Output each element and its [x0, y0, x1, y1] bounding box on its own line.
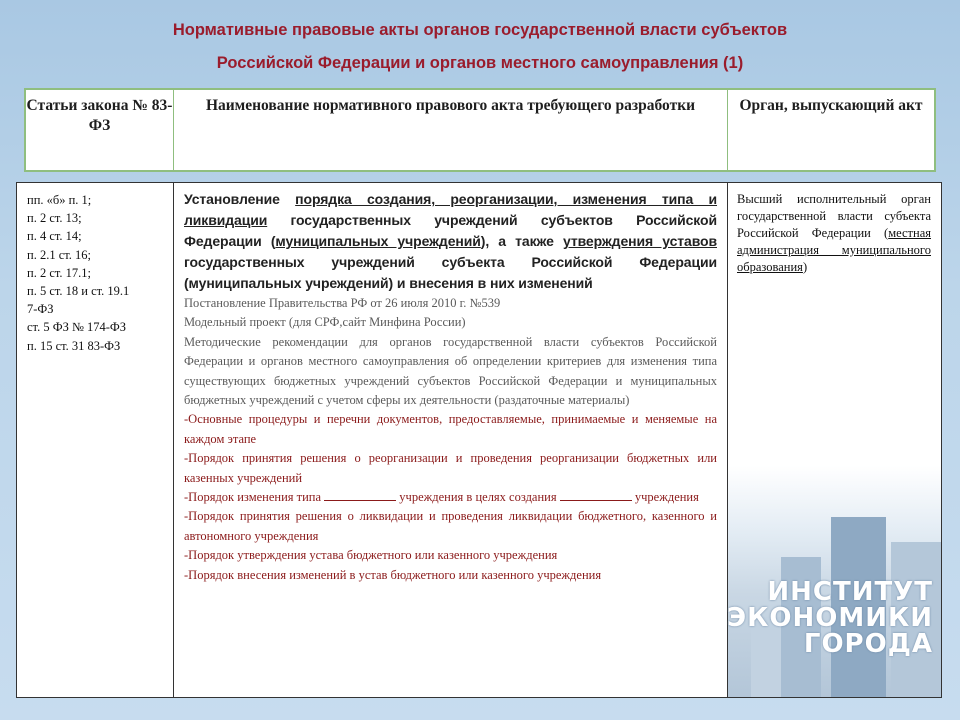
main-text-part: ), а также — [480, 233, 563, 249]
slide-title-line-1: Нормативные правовые акты органов государственной власти субъектов — [172, 21, 788, 39]
organ-text-underlined: местная администрация муниципального образования — [737, 226, 931, 274]
article-item: п. 2 ст. 17.1; — [27, 265, 91, 280]
main-text-underlined: утверждения уставов — [562, 233, 717, 249]
procedure-text-part: учреждения — [631, 490, 699, 505]
article-item: ст. 5 ФЗ № 174-ФЗ — [27, 320, 127, 335]
article-item: пп. «б» п. 1; — [27, 193, 92, 207]
articles-cell — [17, 183, 174, 697]
act-main-description — [184, 189, 717, 294]
act-name-cell — [174, 183, 728, 697]
main-text-underlined: порядка создания, реорганизации, изменения типа и ликвидации — [184, 191, 718, 228]
main-text-part: государственных учреждений субъекта Российской Федерации (муниципальных учреждений) и внесения в них изменений — [184, 254, 717, 291]
header-act-name: Наименование нормативного правового акта требующего разработки — [174, 90, 728, 170]
procedure-item-change-type — [184, 488, 717, 507]
issuing-organ-cell — [728, 183, 941, 697]
reference-methodical: Методические рекомендации для органов государственной власти субъектов Российской Федерации и органов местного самоуправления об определении критериев для изменения типа существующих бюджетных учреждений субъектов Российской Федерации и муниципальных бюджетных учреждений с учетом сферы их деятельности (раздаточные материалы) — [184, 334, 717, 408]
logo-line: ИНСТИТУТ — [767, 577, 933, 607]
table-body-row — [16, 182, 942, 698]
procedure-item: -Порядок утверждения устава бюджетного или казенного учреждения — [184, 548, 558, 563]
main-text-underlined: муниципальных учреждений — [275, 233, 481, 249]
slide-title — [0, 14, 960, 80]
blank-line — [324, 488, 396, 501]
article-item: п. 15 ст. 31 83-ФЗ — [27, 338, 121, 353]
reference-resolution: Постановление Правительства РФ от 26 июля 2010 г. №539 — [184, 296, 501, 310]
procedure-item: -Порядок внесения изменений в устав бюджетного или казенного учреждения — [184, 567, 602, 582]
article-item: п. 4 ст. 14; — [27, 229, 82, 244]
header-articles: Статьи закона № 83-ФЗ — [26, 90, 174, 170]
reference-model-project: Модельный проект (для СРФ,сайт Минфина России) — [184, 315, 466, 330]
slide-title-line-2: Российской Федерации и органов местного самоуправления (1) — [216, 54, 744, 72]
logo-line: ГОРОДА — [803, 629, 933, 659]
table-header — [24, 88, 936, 172]
organ-text-part: Высший исполнительный орган государственной власти субъекта Российской Федерации ( — [737, 192, 931, 240]
building-image — [727, 497, 941, 697]
procedure-item: -Порядок принятия решения о ликвидации и проведения ликвидации бюджетного, казенного и автономного учреждения — [184, 509, 717, 543]
article-item: п. 5 ст. 18 и ст. 19.1 — [27, 284, 130, 299]
logo-line: ЭКОНОМИКИ — [727, 603, 933, 633]
procedure-item: -Порядок принятия решения о реорганизации и проведения реорганизации бюджетных или казенных учреждений — [184, 451, 717, 485]
header-issuing-organ: Орган, выпускающий акт — [739, 97, 923, 114]
main-text-part: Установление — [184, 191, 296, 207]
procedure-item: -Основные процедуры и перечни документов, предоставляемые, принимаемые и меняемые на каждом этапе — [184, 412, 717, 446]
main-text-part: государственных учреждений субъектов Российской Федерации ( — [184, 212, 717, 249]
blank-line — [560, 488, 632, 501]
article-item: п. 2 ст. 13; — [27, 211, 82, 226]
article-item: 7-ФЗ — [27, 302, 54, 317]
issuing-organ-text — [737, 191, 931, 276]
organ-text-part: ) — [802, 260, 808, 274]
institute-logo — [727, 579, 933, 657]
article-item: п. 2.1 ст. 16; — [27, 247, 91, 262]
procedure-text-part: -Порядок изменения типа — [184, 490, 325, 505]
procedure-text-part: учреждения в целях создания — [396, 490, 560, 505]
